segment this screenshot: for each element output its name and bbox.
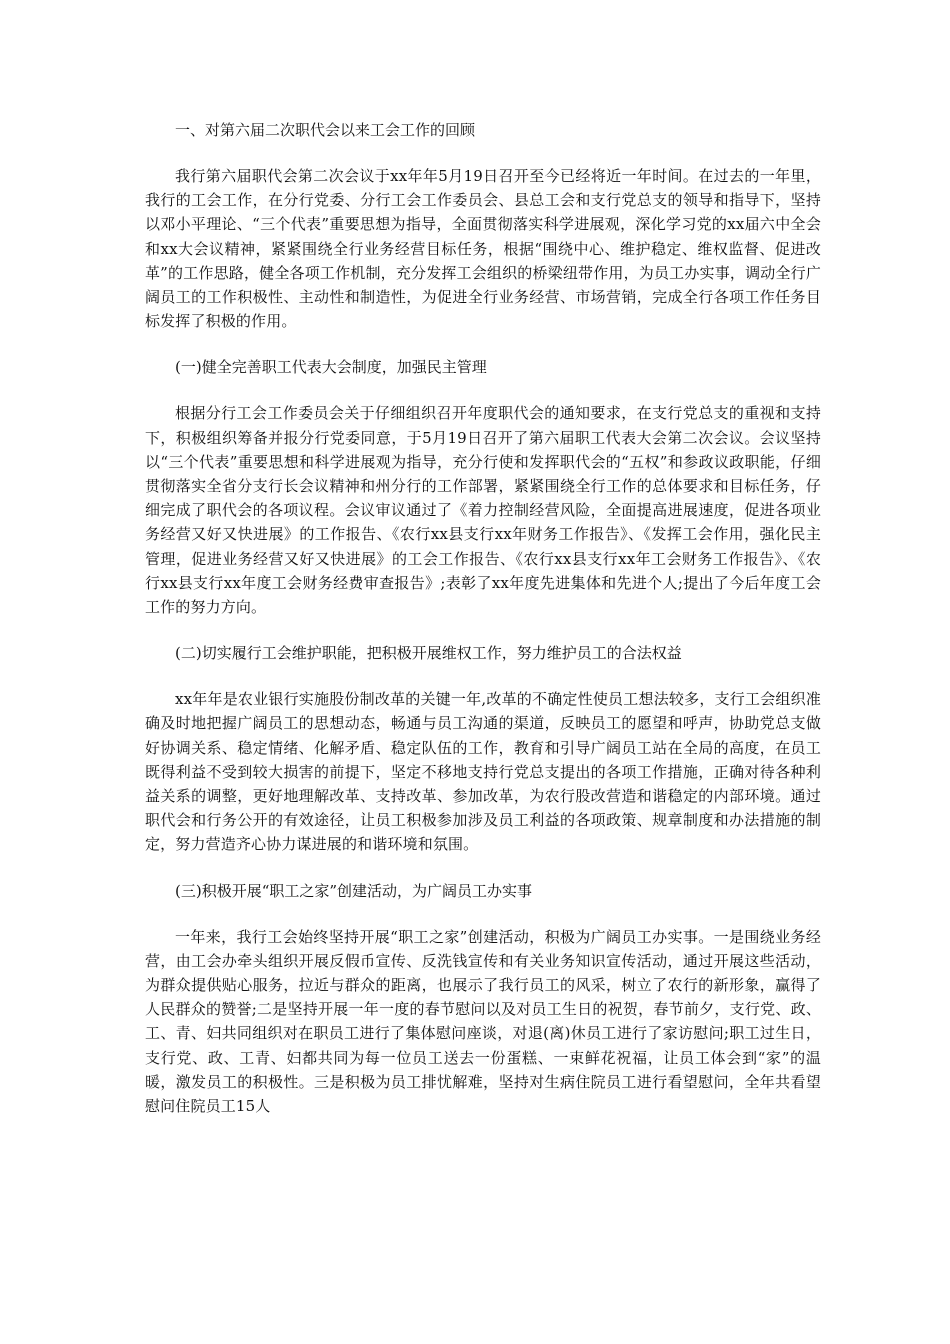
subsection-body-2: xx年年是农业银行实施股份制改革的关键一年,改革的不确定性使员工想法较多，支行工会组织准确及时地把握广阔员工的思想动态，畅通与员工沟通的渠道，反映员工的愿望和呼声，协助党总支做好协调关系、稳定情绪、化解矛盾、稳定队伍的工作，教育和引导广阔员工站在全局的高度，在员工既得利益不受到较大损害的前提下，坚定不移地支持行党总支提出的各项工作措施，正确对待各种利益关系的调整，更好地理解改革、支持改革、参加改革，为农行股改营造和谐稳定的内部环境。通过职代会和行务公开的有效途径，让员工积极参加涉及员工利益的各项政策、规章制度和办法措施的制定，努力营造齐心协力谋进展的和谐环境和氛围。 [145,690,821,854]
spacer [145,903,821,925]
subsection-title-3: (三)积极开展“职工之家”创建活动，为广阔员工办实事 [175,881,533,900]
section-title: 一、对第六届二次职代会以来工会工作的回顾 [175,121,476,139]
subsection-body-3: 一年来，我行工会始终坚持开展“职工之家”创建活动，积极为广阔员工办实事。一是围绕业务经营，由工会办牵头组织开展反假币宣传、反洗钱宣传和有关业务知识宣传活动，通过开展这些活动，为群众提供贴心服务，拉近与群众的距离，也展示了我行员工的风采，树立了农行的新形象，赢得了人民群众的赞誉;二是坚持开展一年一度的春节慰问以及对员工生日的祝贺，春节前夕，支行党、政、工、青、妇共同组织对在职员工进行了集体慰问座谈，对退(离)休员工进行了家访慰问;职工过生日，支行党、政、工青、妇都共同为每一位员工送去一份蛋糕、一束鲜花祝福，让员工体会到“家”的温暖，激发员工的积极性。三是积极为员工排忧解难，坚持对生病住院员工进行看望慰问，全年共看望慰问住院员工15人 [145,927,821,1116]
subsection-title-1: (一)健全完善职工代表大会制度，加强民主管理 [175,358,487,377]
spacer [145,379,821,401]
subsection-title-2: (二)切实履行工会维护职能，把积极开展维权工作，努力维护员工的合法权益 [175,644,682,663]
spacer [145,142,821,164]
subsection-body-1: 根据分行工会工作委员会关于仔细组织召开年度职代会的通知要求，在支行党总支的重视和支持下，积极组织筹备并报分行党委同意，于5月19日召开了第六届职工代表大会第二次会议。会议坚持以“三个代表”重要思想和科学进展观为指导，充分行使和发挥职代会的“五权”和参政议政职能，仔细贯彻落实全省分支行长会议精神和州分行的工作部署，紧紧围绕全行工作的总体要求和目标任务，仔细完成了职代会的各项议程。会议审议通过了《着力控制经营风险，全面提高进展速度，促进各项业务经营又好又快进展》的工作报告、《农行xx县支行xx年财务工作报告》、《发挥工会作用，强化民主管理，促进业务经营又好又快进展》的工会工作报告、《农行xx县支行xx年工会财务工作报告》、《农行xx县支行xx年度工会财务经费审查报告》;表彰了xx年度先进集体和先进个人;提出了今后年度工会工作的努力方向。 [145,404,821,617]
document-page [145,118,821,1118]
spacer [145,857,821,879]
spacer [145,333,821,355]
spacer [145,665,821,687]
intro-paragraph: 我行第六届职代会第二次会议于xx年年5月19日召开至今已经将近一年时间。在过去的一年里，我行的工会工作，在分行党委、分行工会工作委员会、县总工会和支行党总支的领导和指导下，坚持以邓小平理论、“三个代表”重要思想为指导，全面贯彻落实科学进展观，深化学习党的xx届六中全会和xx大会议精神，紧紧围绕全行业务经营目标任务，根据“围绕中心、维护稳定、维权监督、促进改革”的工作思路，健全各项工作机制，充分发挥工会组织的桥梁纽带作用，为员工办实事，调动全行广阔员工的工作积极性、主动性和制造性，为促进全行业务经营、市场营销，完成全行各项工作任务目标发挥了积极的作用。 [145,167,821,331]
spacer [145,619,821,641]
